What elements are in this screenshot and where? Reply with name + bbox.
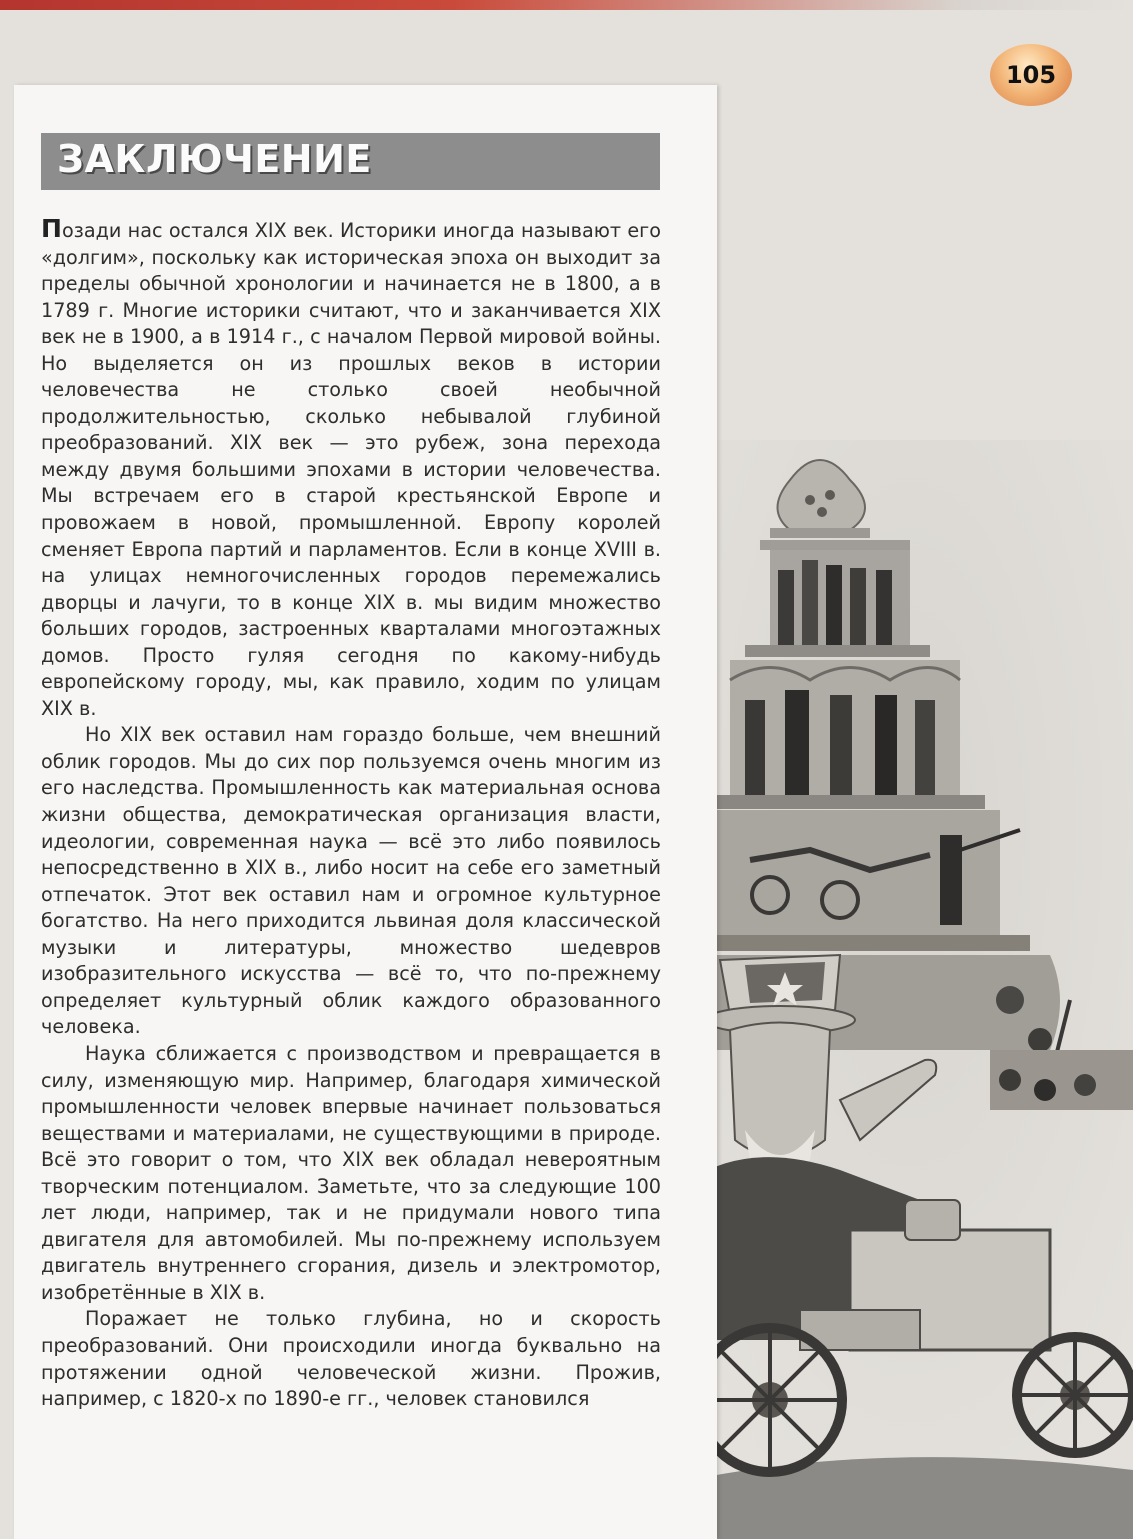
tower-tier-top: [745, 540, 930, 657]
paragraph: Наука сближается с производством и превращается в силу, изменяющую мир. Например, благодаря химической промышленности человек впервые начинает пользоваться веществами и материалами, не существующими в природе. Всё это говорит о том, что XIX век обладал невероятным творческим потенциалом. Заметьте, что за следующие 100 лет люди, например, так и не придумали нового типа двигателя для автомобилей. Мы по-прежнему используем двигатель внутреннего сгорания, дизель и электромотор, изобретённые в XIX в.: [41, 1041, 661, 1304]
section-title: ЗАКЛЮЧЕНИЕ: [57, 137, 372, 181]
drop-cap: П: [41, 214, 62, 243]
section-title-bar: [41, 133, 660, 190]
paragraph: [41, 216, 661, 722]
collage-illustration: [690, 440, 1133, 1539]
paragraph-text: озади нас остался XIX век. Историки иногда называют его «долгим», поскольку как историческая эпоха он выходит за пределы обычной хронологии и начинается не в 1800, а в 1789 г. Многие историки считают, что и заканчивается XIX век не в 1900, а в 1914 г., с началом Первой мировой войны. Но выделяется он из прошлых веков в истории человечества не столько своей необычной продолжительностью, сколько небывалой глубиной преобразований. XIX век — это рубеж, зона перехода между двумя большими эпохами в истории человечества. Мы встречаем его в старой крестьянской Европе и провожаем в новой, промышленной. Европу королей сменяет Европа партий и парламентов. Если в конце XVIII в. на улицах немногочисленных городов перемежались дворцы и лачуги, то в конце XIX в. мы видим множество больших городов, застроенных кварталами многоэтажных домов. Просто гуляя сегодня по какому-нибудь европейскому городу, мы, как правило, ходим по улицам XIX в.: [41, 219, 661, 720]
tower-tier-lower: [690, 810, 1030, 951]
page-number: 105: [1005, 61, 1057, 89]
tower-tier-middle: [715, 660, 985, 809]
top-color-strip: [0, 0, 1133, 10]
page-number-badge: [990, 44, 1072, 106]
paragraph: Но XIX век оставил нам гораздо больше, чем внешний облик городов. Мы до сих пор пользуемся очень многим из его наследства. Промышленность как материальная основа жизни общества, демократическая организация власти, идеологии, современная наука — всё это либо появилось непосредственно в XIX в., либо носит на себе его заметный отпечаток. Этот век оставил нам и огромное культурное богатство. На него приходится львиная доля классической музыки и литературы, множество шедевров изобразительного искусства — всё то, что по-прежнему определяет культурный облик каждого образованного человека.: [41, 723, 661, 1039]
paragraph: Поражает не только глубина, но и скорость преобразований. Они происходили иногда буквально на протяжении одной человеческой жизни. Прожив, например, с 1820-х по 1890-е гг., человек становился: [41, 1307, 661, 1411]
article-body: [41, 216, 661, 1413]
